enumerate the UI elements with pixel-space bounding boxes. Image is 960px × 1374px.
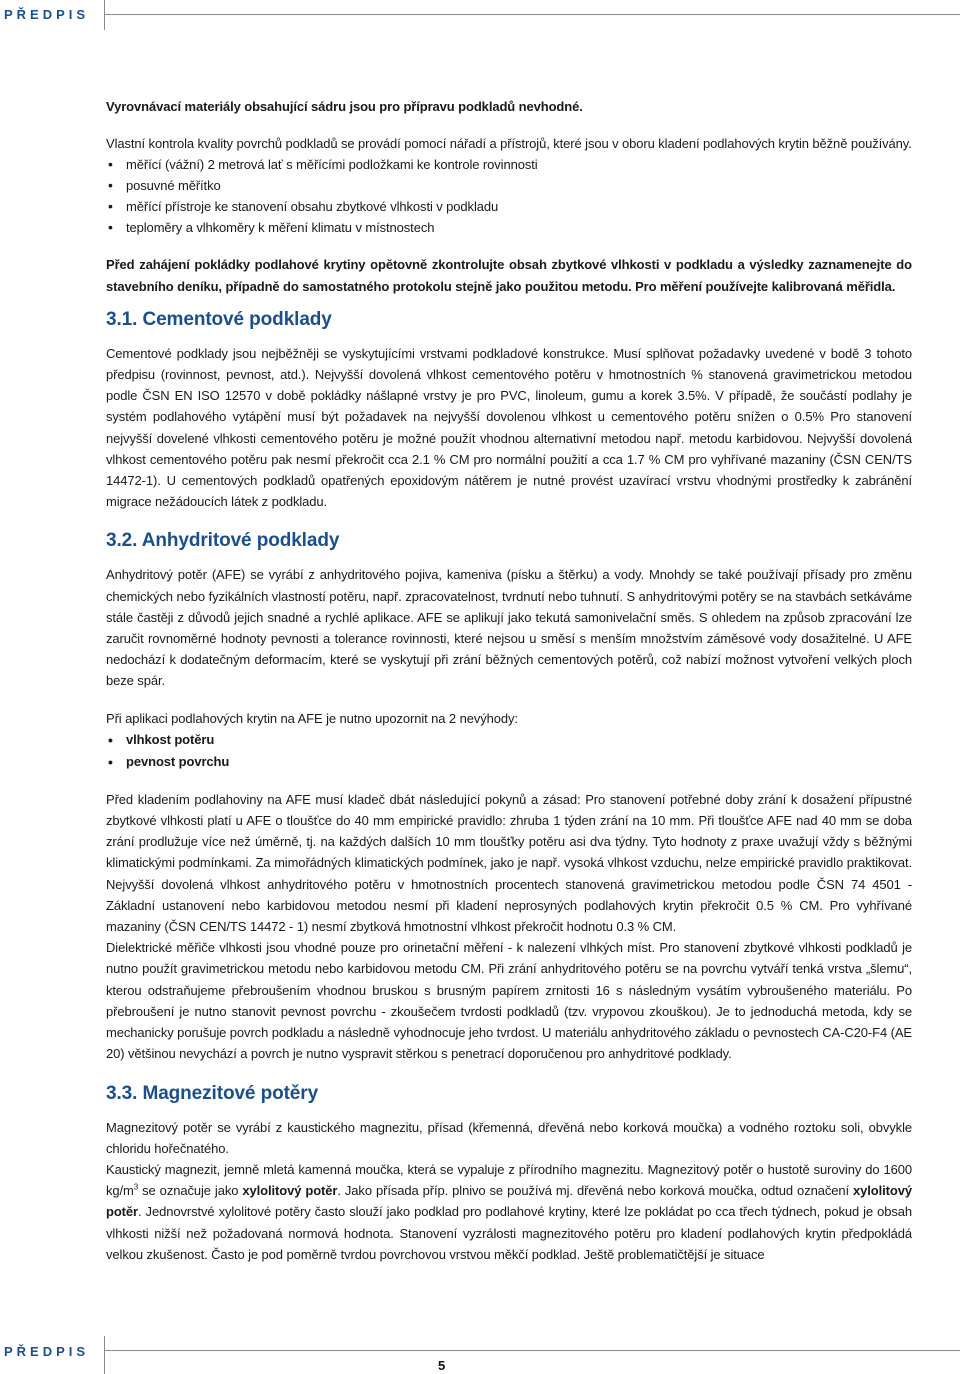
hazards-list (106, 729, 912, 773)
list-item: • pevnost povrchu (106, 751, 912, 773)
list-item: • vlhkost potěru (106, 729, 912, 751)
list-item: • měřící přístroje ke stanovení obsahu zbytkové vlhkosti v podkladu (106, 196, 912, 217)
header-divider-vertical (104, 0, 105, 30)
list-item: • posuvné měřítko (106, 175, 912, 196)
section-heading-cement: 3.1. Cementové podklady (106, 308, 332, 330)
page-content (106, 96, 912, 1265)
header-divider-horizontal (104, 14, 960, 15)
magnesite-text-1: Magnezitový potěr se vyrábí z kaustického magnezitu, přísad (křemenná, dřevěná nebo korková moučka) a vodného roztoku soli, obvykle chloridu hořečnatého. (106, 1119, 912, 1156)
quality-control-text: Vlastní kontrola kvality povrchů podkladů se provádí pomocí nářadí a přístrojů, které jsou v oboru kladení podlahových krytin běžně používány. (106, 136, 912, 152)
anhydrite-text: Anhydritový potěr (AFE) se vyrábí z anhydritového pojiva, kameniva (písku a štěrku) a vody. Mnohdy se také používají přísady pro změnu chemických nebo fyzikálních vlastností potěru, např. zpracovatelnost, tvrdnutí nebo tuhnutí. S anhydritovými potěry se na stavbách setkáváme stále častěji z důvodů jejich snadné a rychlé aplikace. AFE se aplikují jako tekutá samonivelační směs. S ohledem na způsob zpracování lze zaručit rovnoměrné hodnoty pevnosti a tolerance rovinnosti, které nejsou u směsí s menším množstvím záměsové vody dosažitelné. U AFE nedochází k dodatečným deformacím, které se vyskytují při zrání běžných cementových potěrů, což nabízí možnost vytvoření velkých ploch beze spár. (106, 567, 912, 689)
list-item: • teploměry a vlhkoměry k měření klimatu v místnostech (106, 217, 912, 238)
footer-divider-horizontal (104, 1350, 960, 1351)
section-heading-magnesite: 3.3. Magnezitové potěry (106, 1082, 319, 1104)
footer-divider-vertical (104, 1336, 105, 1374)
header-brand: PŘEDPIS (4, 7, 90, 22)
moisture-notice: Před zahájení pokládky podlahové krytiny opětovně zkontrolujte obsah zbytkové vlhkosti v podkladu a výsledky zaznamenejte do stavebního deníku, případně do samostatného protokolu stejně jako použitou metodu. Pro měření používejte kalibrovaná měřidla. (106, 257, 912, 294)
anhydrite-procedure: Před kladením podlahoviny na AFE musí kladeč dbát následující pokynů a zásad: Pro stanovení potřebné doby zrání k dosažení přípustné zbytkové vlhkosti platí u AFE o tloušťce do 40 mm empirické pravidlo: zhruba 1 týden zrání na 10 mm. Při tloušťce AFE nad 40 mm se doba zrání prodlužuje více než úměrně, tj. na každých dalších 10 mm tloušťky potěru asi dva týdny. Tyto hodnoty z praxe uvažují vždy s běžnými klimatickými podmínkami. Za mimořádných klimatických podmínek, jako je např. vysoká vlhkost vzduchu, nelze empirické pravidlo praktikovat. Nejvyšší dovolená vlhkost anhydritového potěru v hmotnostních procentech stanovená gravimetrickou metodou podle ČSN 74 4501 - Základní ustanovení nebo karbidovou metodou nesmí při kladení neprosyných podlahových krytin překročit 0.5 % CM. Pro vyhřívané mazaniny (ČSN CEN/TS 14472 - 1) nesmí zbytková hmotnostní vlhkost překročit hodnotu 0.3 % CM. (106, 791, 912, 935)
list-item: • měřící (vážní) 2 metrová lať s měřícími podložkami ke kontrole rovinnosti (106, 154, 912, 175)
cement-text: Cementové podklady jsou nejběžněji se vyskytujícími vrstvami podkladové konstrukce. Musí splňovat požadavky uvedené v bodě 3 tohoto předpisu (rovinnost, pevnost, atd.). Nejvyšší dovolená vlhkost cementového potěru v hmotnostních % stanovená gravimetrickou metodou podle ČSN EN ISO 12570 v době pokládky nášlapné vrstvy je pro PVC, linoleum, gumu a korek 3.5%. V případě, že součástí podlahy je systém podlahového vytápění musí být požadavek na nejvyšší dovolenou vlhkost u cementového potěru snížen o 0.5% Pro stanovení nejvyšší dovelené vlhkosti cementového potěru je možné použít vhodnou alternativní metodou např. metodu karbidovou. Nejvyšší dovolená vlhkost cementového potěru pak nesmí překročit cca 2.1 % CM pro normální použití a cca 1.7 % CM pro vyhřívané mazaniny (ČSN CEN/TS 14472-1). U cementových podkladů opatřených epoxidovým nátěrem je nutné provést uzavírací vrstvu vhodnými prostředky k zabránění migrace nežádoucích látek z podkladu. (106, 345, 912, 510)
page-number: 5 (438, 1358, 446, 1373)
section-heading-anhydrite: 3.2. Anhydritové podklady (106, 530, 340, 552)
magnesite-text-2: Kaustický magnezit, jemně mletá kamenná moučka, která se vypaluje z přírodního magnezitu. Magnezitový potěr o hustotě suroviny do 1600 $kg/m^3$ se označuje jako xylolitový potěr. Jako přísada příp. plnivo se používá mj. dřevěná nebo korková moučka, odtud označení xylolitový potěr. Jednovrstvé xylolitové potěry často slouží jako podklad pro podlahové krytiny, které lze pokládat po cca třech týdnech, pokud je obsah vlhkosti nižší než požadovaná normová hodnota. Stanovení vyzrálosti magnezitového potěru pro kladení podlahových krytin předpokládá velkou zkušenost. Často je pod poměrně tvrdou povrchovou vrstvou měkčí podklad. Ještě problematičtější je situace (106, 1161, 912, 1262)
tools-list (106, 154, 912, 238)
footer-brand: PŘEDPIS (4, 1344, 90, 1359)
anhydrite-dielectric: Dielektrické měřiče vlhkosti jsou vhodné pouze pro orinetační měření - k nalezení vlhkých míst. Pro stanovení zbytkové vlhkosti podkladů je nutno použít gravimetrickou metodu nebo karbidovou metodu CM. Při zrání anhydritového potěru se na povrchu vytváří tenká vrstva „šlemu“, kterou odstraňujeme přebroušením vhodnou bruskou s brusným papírem zrnitosti 16 s následným vysátím vybroušeného materiálu. Po přebroušení je nutno stanovit pevnost povrchu - zkoušečem tvrdosti podkladů (tzv. vrypovou zkouškou). Je to jednoduchá metoda, kdy se mechanicky porušuje povrch podkladu a následně vyhodnocuje jeho tvrdost. U materiálu anhydritového základu o pevnostech CA-C20-F4 (AE 20) většinou nevychází a povrch je nutno vyspravit stěrkou s penetrací doporučenou pro anhydritové podklady. (106, 940, 912, 1062)
anhydrite-hazards-intro: Při aplikaci podlahových krytin na AFE je nutno upozornit na 2 nevýhody: (106, 710, 518, 726)
warning-note: Vyrovnávací materiály obsahující sádru jsou pro přípravu podkladů nevhodné. (106, 99, 583, 114)
term-xylolite: xylolitový potěr (242, 1183, 338, 1199)
term-xylolite: xylolitový potěr (106, 1183, 912, 1220)
